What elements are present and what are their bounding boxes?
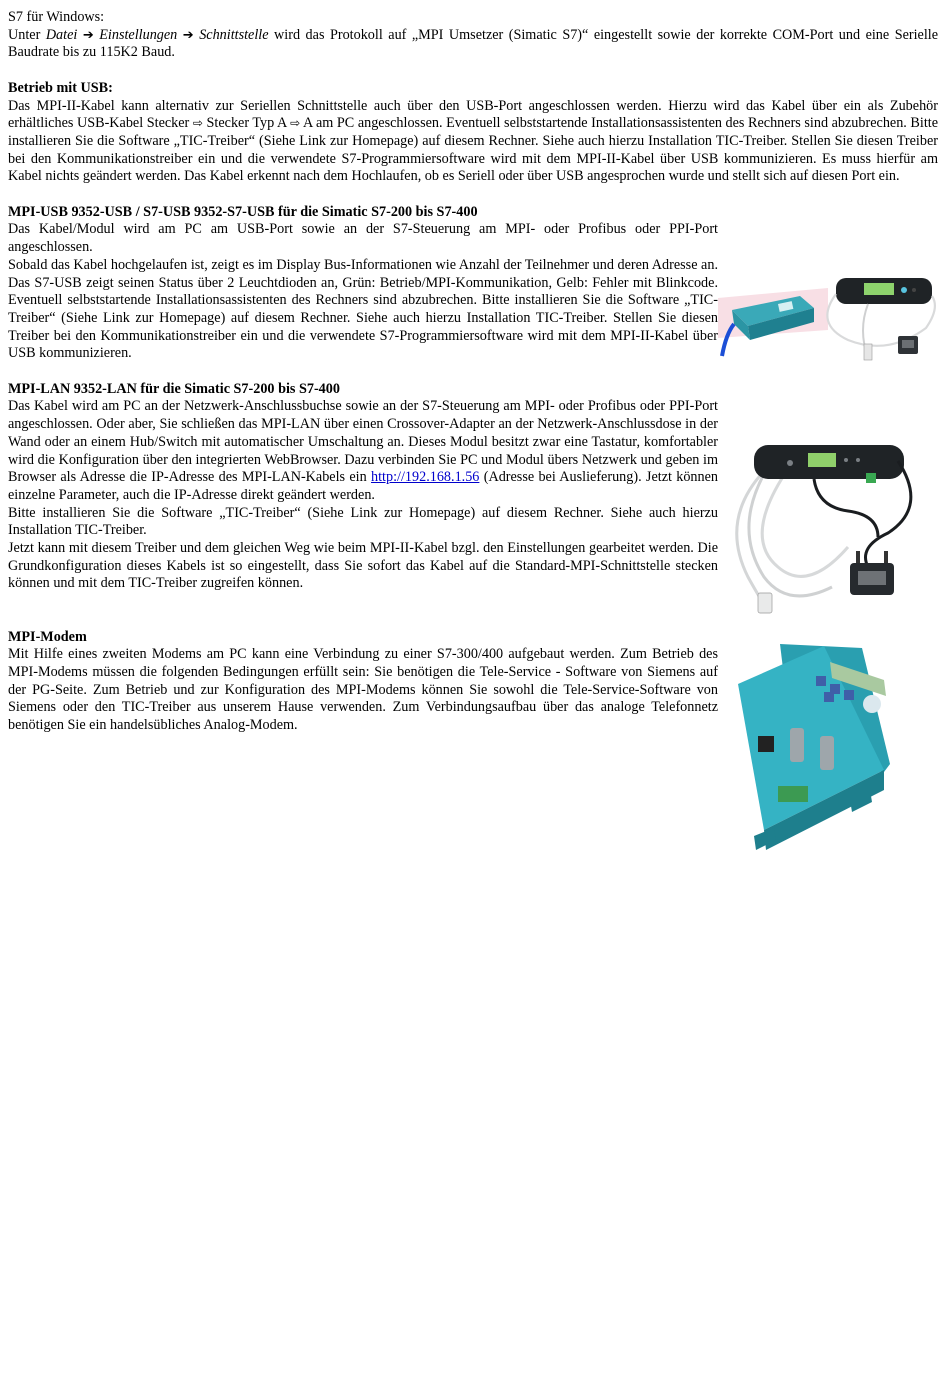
mpi-lan-paragraph-2: Bitte installieren Sie die Software „TIC-Treiber“ (Siehe Link zur Homepage) auf diesem Rechner. Siehe auch hierzu Installation TIC-Treiber. [8, 504, 718, 539]
windows-unter: Unter [8, 26, 41, 43]
menu-schnittstelle: Schnittstelle [199, 26, 269, 43]
windows-line: S7 für Windows: [8, 9, 105, 25]
mpi-lan-text-1b: (Adresse bei Auslieferung). Jetzt können einzelne Parameter, auch die IP-Adresse direkt geändert werden. [8, 469, 718, 503]
menu-einstellungen: Einstellungen [99, 26, 178, 43]
mpi-usb-heading: MPI-USB 9352-USB / S7-USB 9352-S7-USB für die Simatic S7-200 bis S7-400 [8, 203, 478, 220]
document-page [8, 9, 938, 735]
usb-text-2: Stecker Typ A [206, 115, 287, 132]
windows-paragraph [8, 27, 938, 62]
mpi-lan-product-image [728, 437, 924, 619]
ip-address-link[interactable]: http://192.168.1.56 [371, 469, 480, 486]
mpi-lan-text-1: Das Kabel wird am PC an der Netzwerk-Anschlussbuchse sowie an der S7-Steuerung am MPI- oder Profibus oder PPI-Port angeschlossen. Oder aber, Sie schließen das MPI-LAN über einen Crossover-Adapter an der Netzwerk-Anschlussdose in der Wand oder an einem Hub/Switch mit automatischer Umschaltung an. Dieses Modul besitzt zwar eine Tastatur, komfortabler wird die Konfiguration über den integrierten WebBrowser. Dazu verbinden Sie PC und Modul übers Netzwerk und geben im Browser als Adresse die IP-Adresse des MPI-LAN-Kabels ein [8, 398, 718, 486]
mpi-usb-paragraph-2: Sobald das Kabel hochgelaufen ist, zeigt es im Display Bus-Informationen wie Anzahl der Teilnehmer und deren Adresse an. Das S7-USB zeigt seinen Status über 2 Leuchtdioden an, Grün: Betrieb/MPI-Kommunikation, Gelb: Fehler mit Blinkcode. Eventuell selbststartende Installationsassistenten des Rechners sind abzubrechen. Bitte installieren Sie die Software „TIC-Treiber“ (Siehe Link zur Homepage) auf diesem Rechner. Siehe auch hierzu Installation TIC-Treiber. Stellen Sie diesen Treiber bei den Kommunikationstreiber ein und die verwendete S7-Programmiersoftware wird mit dem MPI-II-Kabel über USB kommunizieren. [8, 256, 718, 362]
mpi-usb-paragraph-1: Das Kabel/Modul wird am PC am USB-Port sowie an der S7-Steuerung am MPI- oder Profibus oder PPI-Port angeschlossen. [8, 221, 718, 256]
usb-text-1: Das MPI-II-Kabel kann alternativ zur Seriellen Schnittstelle auch über den USB-Port angeschlossen werden. Hierzu wird das Kabel über ein als Zubehör erhältliches USB-Kabel Stecker [8, 97, 938, 132]
windows-rest: wird das Protokoll auf „MPI Umsetzer (Simatic S7)“ eingestellt sowie der korrekte COM-Port und eine Serielle Baudrate bis zu 115K2 Baud. [8, 26, 939, 61]
hollow-arrow-icon: ⇨ [290, 116, 301, 131]
usb-heading: Betrieb mit USB: [8, 79, 113, 96]
usb-paragraph [8, 98, 938, 187]
mpi-lan-paragraph-3: Jetzt kann mit diesem Treiber und dem gleichen Weg wie beim MPI-II-Kabel bzgl. den Einstellungen gearbeitet werden. Die Grundkonfiguration dieses Kabels ist so eingestellt, dass Sie sofort das Kabel auf die Standard-MPI-Schnittstelle stecken können und mit dem TIC-Treiber zugreifen können. [8, 540, 718, 592]
mpi-modem-product-image [734, 640, 894, 862]
mpi-usb-product-image [718, 268, 940, 364]
arrow-right-icon: ➔ [82, 27, 94, 43]
mpi-lan-heading: MPI-LAN 9352-LAN für die Simatic S7-200 bis S7-400 [8, 380, 340, 397]
mpi-lan-paragraph-1 [8, 398, 718, 504]
modem-paragraph: Mit Hilfe eines zweiten Modems am PC kann eine Verbindung zu einer S7-300/400 aufgebaut werden. Zum Betrieb des MPI-Modems müssen die folgenden Bedingungen erfüllt sein: Sie benötigen die Tele-Service - Software von Siemens auf der PG-Seite. Zum Betrieb und zur Konfiguration des MPI-Modems können Sie sowohl die Tele-Service-Software von Siemens oder den TIC-Treiber aus unserem Hause verwenden. Zum Verbindungsaufbau über das analoge Telefonnetz benötigen Sie ein handelsübliches Analog-Modem. [8, 646, 718, 734]
modem-heading: MPI-Modem [8, 628, 87, 645]
usb-text-3: A am PC angeschlossen. Eventuell selbststartende Installationsassistenten des Rechners sind abzubrechen. Bitte installieren Sie die Software „TIC-Treiber“ (Siehe Link zur Homepage) auf diesem Rechner. Siehe auch hierzu Installation TIC-Treiber. Stellen Sie diesen Treiber bei den Kommunikationstreiber ein und die verwendete S7-Programmiersoftware wird mit dem MPI-II-Kabel über USB kommunizieren. Es muss hierfür am Kabel nichts geändert werden. Das Kabel erkennt nach dem Hochlaufen, ob es Seriell oder über USB angesprochen wurde und stellt sich auf diesen Port ein. [8, 115, 939, 185]
hollow-arrow-icon: ⇨ [192, 116, 203, 131]
arrow-right-icon: ➔ [182, 27, 194, 43]
menu-datei: Datei [45, 26, 78, 43]
